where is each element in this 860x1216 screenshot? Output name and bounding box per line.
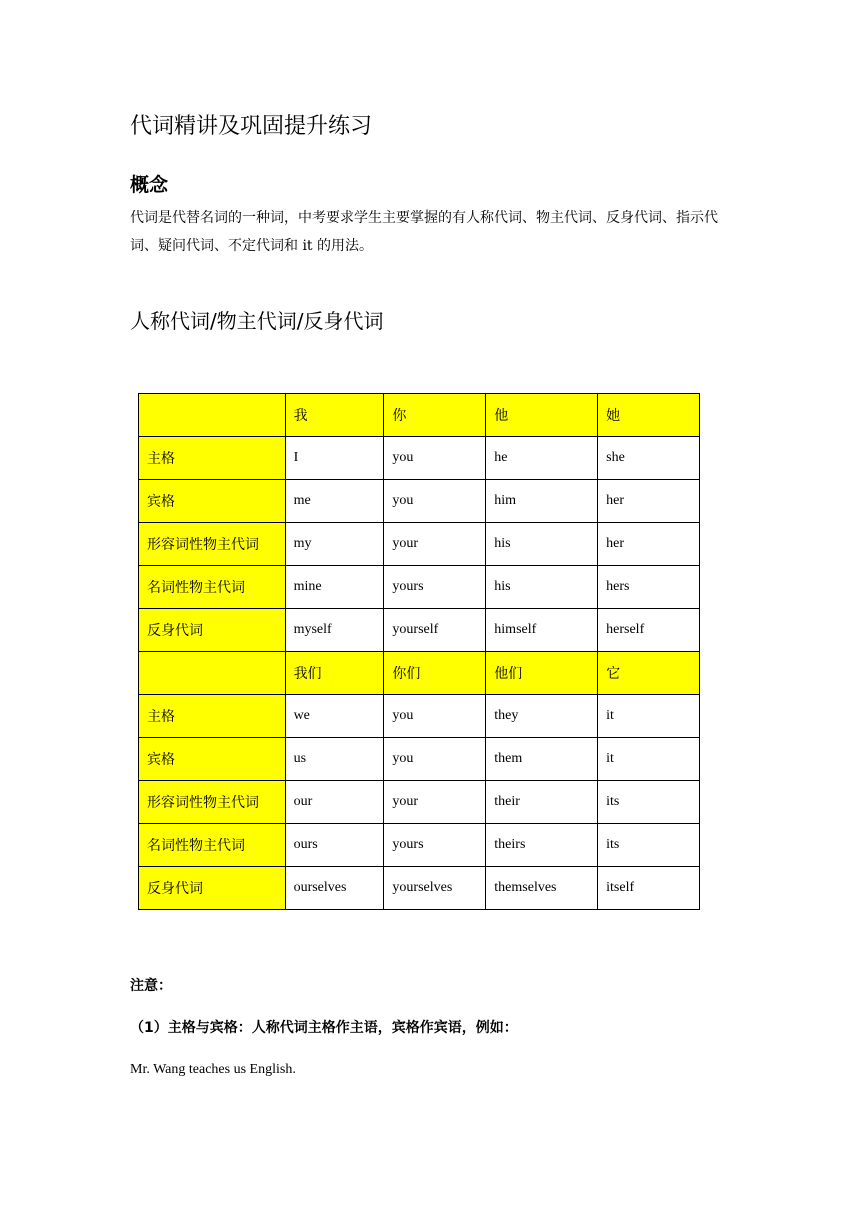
table-cell: its (598, 781, 700, 824)
table-row (139, 437, 700, 480)
row-label-cell: 反身代词 (139, 609, 286, 652)
table-cell: you (384, 437, 486, 480)
table-cell: hers (598, 566, 700, 609)
table-cell: my (285, 523, 384, 566)
column-header-cell: 我们 (285, 652, 384, 695)
row-label-cell: 名词性物主代词 (139, 566, 286, 609)
table-cell: her (598, 523, 700, 566)
table-cell: he (486, 437, 598, 480)
note-item-1: （1）主格与宾格：人称代词主格作主语，宾格作宾语，例如： (130, 1020, 518, 1036)
table-cell: her (598, 480, 700, 523)
table-row (139, 867, 700, 910)
table-row (139, 480, 700, 523)
table-cell: you (384, 738, 486, 781)
table-row (139, 652, 700, 695)
table-cell: theirs (486, 824, 598, 867)
table-cell: its (598, 824, 700, 867)
table-cell: yourself (384, 609, 486, 652)
table-cell: us (285, 738, 384, 781)
row-label-cell: 反身代词 (139, 867, 286, 910)
table-cell: yourselves (384, 867, 486, 910)
table-cell: him (486, 480, 598, 523)
concept-heading: 概念 (130, 174, 169, 196)
personal-pronoun-heading: 人称代词/物主代词/反身代词 (130, 309, 384, 333)
table-cell: you (384, 695, 486, 738)
table-cell: mine (285, 566, 384, 609)
table-row (139, 523, 700, 566)
table-cell: your (384, 523, 486, 566)
table-cell: you (384, 480, 486, 523)
row-label-cell: 形容词性物主代词 (139, 523, 286, 566)
table-cell: them (486, 738, 598, 781)
table-row (139, 609, 700, 652)
column-header-cell: 你们 (384, 652, 486, 695)
table-cell: yours (384, 566, 486, 609)
note-label: 注意： (130, 978, 172, 994)
table-cell: his (486, 566, 598, 609)
table-cell: herself (598, 609, 700, 652)
concept-paragraph: 代词是代替名词的一种词，中考要求学生主要掌握的有人称代词、物主代词、反身代词、指示代词、疑问代词、不定代词和 it 的用法。 (130, 210, 718, 254)
table-cell: ours (285, 824, 384, 867)
table-cell: ourselves (285, 867, 384, 910)
table-cell: his (486, 523, 598, 566)
row-label-cell: 名词性物主代词 (139, 824, 286, 867)
pronoun-table (138, 393, 700, 910)
table-cell: it (598, 695, 700, 738)
table-row (139, 824, 700, 867)
table-row (139, 566, 700, 609)
table-cell: we (285, 695, 384, 738)
table-row (139, 695, 700, 738)
table-cell: your (384, 781, 486, 824)
row-label-cell (139, 652, 286, 695)
table-cell: our (285, 781, 384, 824)
row-label-cell: 形容词性物主代词 (139, 781, 286, 824)
table-cell: she (598, 437, 700, 480)
column-header-cell: 它 (598, 652, 700, 695)
example-sentence: Mr. Wang teaches us English. (130, 1062, 296, 1077)
table-cell: himself (486, 609, 598, 652)
page-title: 代词精讲及巩固提升练习 (130, 114, 373, 139)
row-label-cell (139, 394, 286, 437)
column-header-cell: 你 (384, 394, 486, 437)
row-label-cell: 主格 (139, 695, 286, 738)
column-header-cell: 他们 (486, 652, 598, 695)
table-cell: myself (285, 609, 384, 652)
table-cell: I (285, 437, 384, 480)
table-cell: me (285, 480, 384, 523)
table-cell: their (486, 781, 598, 824)
row-label-cell: 宾格 (139, 480, 286, 523)
column-header-cell: 他 (486, 394, 598, 437)
table-row (139, 394, 700, 437)
table-cell: itself (598, 867, 700, 910)
row-label-cell: 宾格 (139, 738, 286, 781)
row-label-cell: 主格 (139, 437, 286, 480)
table-cell: themselves (486, 867, 598, 910)
table-cell: they (486, 695, 598, 738)
column-header-cell: 她 (598, 394, 700, 437)
table-cell: it (598, 738, 700, 781)
table-row (139, 738, 700, 781)
table-row (139, 781, 700, 824)
table-cell: yours (384, 824, 486, 867)
column-header-cell: 我 (285, 394, 384, 437)
